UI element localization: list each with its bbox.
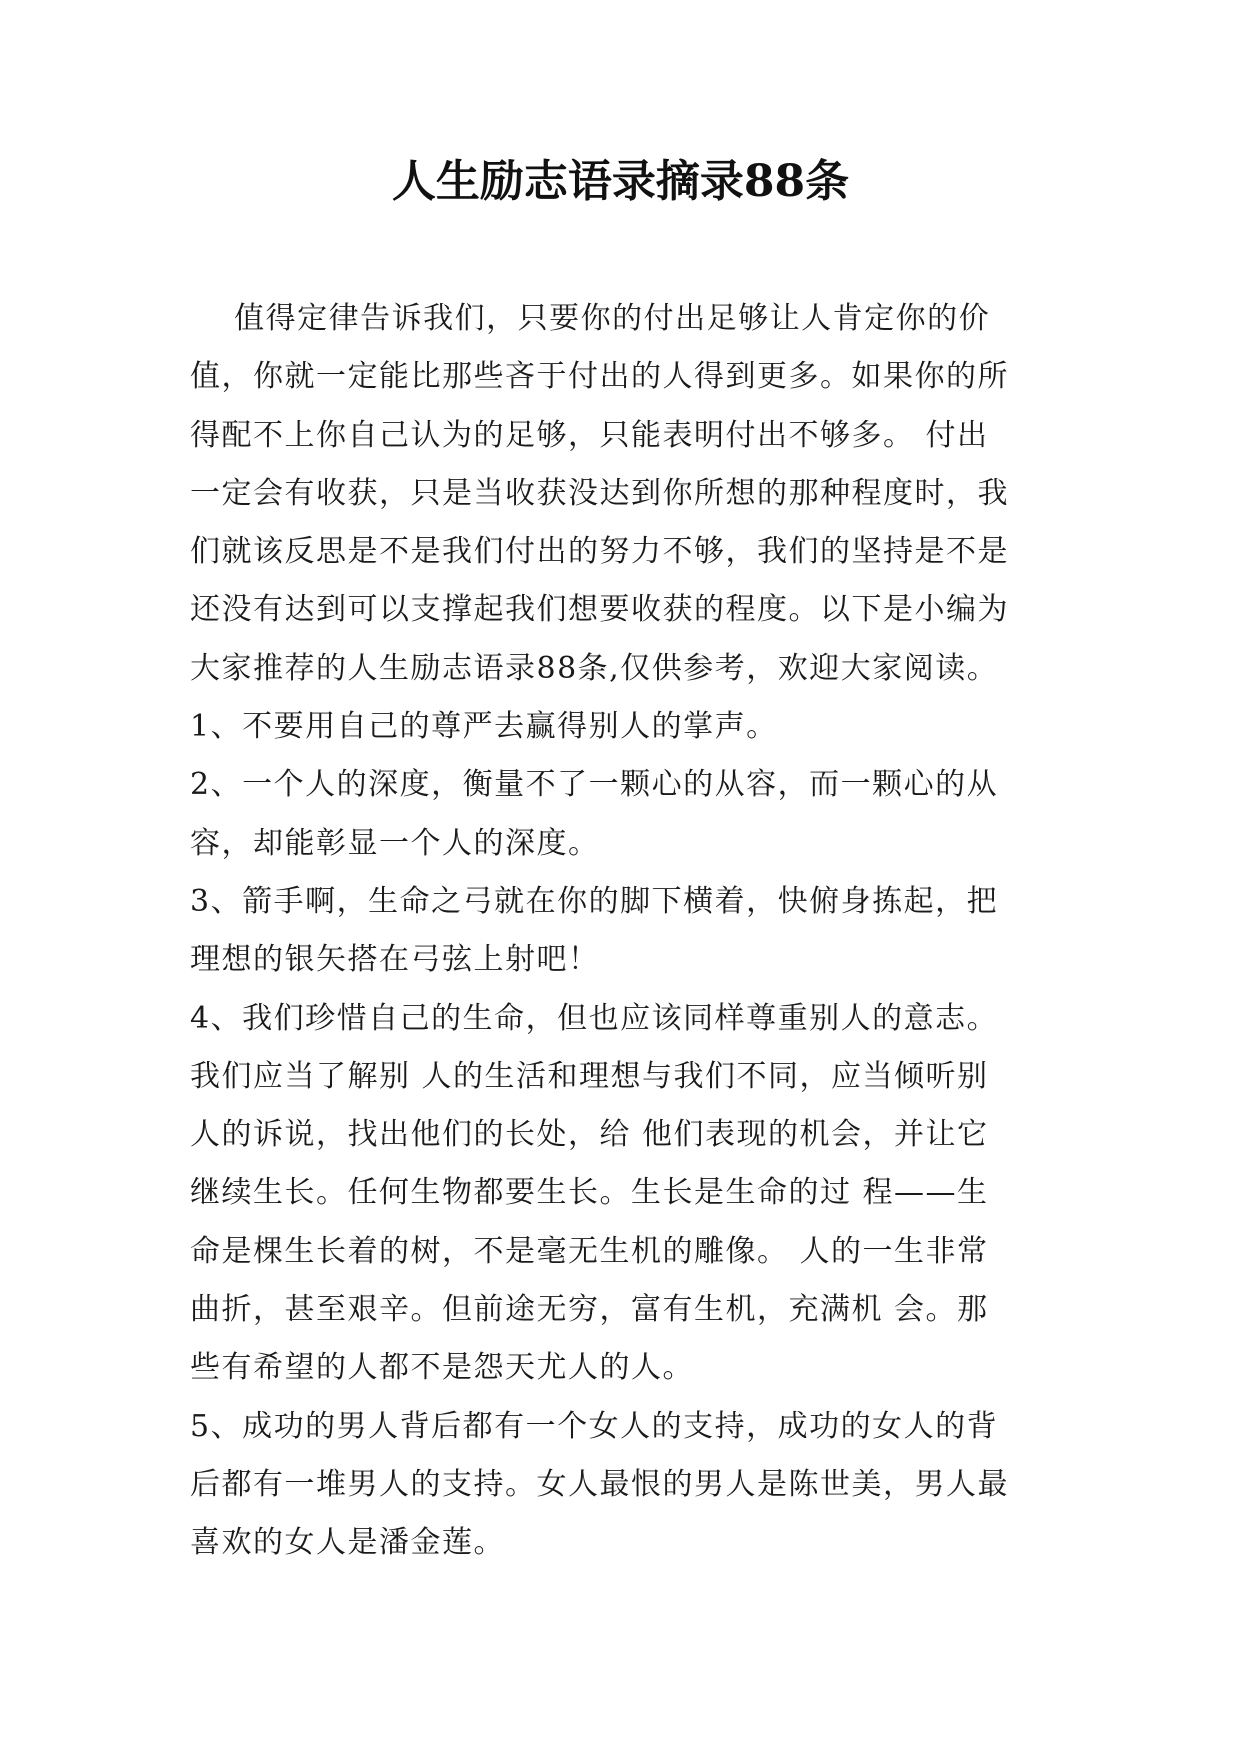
quote-item-4-cont: 人的诉说，找出他们的长处，给 他们表现的机会，并让它 [190, 1117, 989, 1153]
quote-item-2: 2、一个人的深度，衡量不了一颗心的从容，而一颗心的从 [190, 767, 999, 803]
document-title: 人生励志语录摘录88条 [391, 156, 850, 207]
paragraph-line: 大家推荐的人生励志语录88条,仅供参考，欢迎大家阅读。 [190, 650, 999, 686]
quote-item-4: 4、我们珍惜自己的生命，但也应该同样尊重别人的意志。 [190, 1000, 999, 1036]
quote-item-1: 1、不要用自己的尊严去赢得别人的掌声。 [190, 709, 778, 745]
paragraph-line: 值，你就一定能比那些吝于付出的人得到更多。如果你的所 [190, 359, 1009, 395]
paragraph-line: 得配不上你自己认为的足够，只能表明付出不够多。 付出 [190, 417, 989, 453]
quote-item-5-cont: 后都有一堆男人的支持。女人最恨的男人是陈世美，男人最 [190, 1466, 1009, 1502]
quote-item-4-cont: 继续生长。任何生物都要生长。生长是生命的过 程——生 [190, 1175, 989, 1211]
quote-item-5-cont: 喜欢的女人是潘金莲。 [190, 1525, 505, 1561]
quote-item-4-cont: 些有希望的人都不是怨天尤人的人。 [190, 1350, 694, 1386]
quote-item-3: 3、箭手啊，生命之弓就在你的脚下横着，快俯身拣起，把 [190, 883, 999, 919]
paragraph-line: 还没有达到可以支撑起我们想要收获的程度。以下是小编为 [190, 592, 1009, 628]
document-body [190, 290, 1060, 1573]
quote-item-2-cont: 容，却能彰显一个人的深度。 [190, 825, 600, 861]
quote-item-4-cont: 曲折，甚至艰辛。但前途无穷，富有生机，充满机 会。那 [190, 1292, 989, 1328]
quote-item-5: 5、成功的男人背后都有一个女人的支持，成功的女人的背 [190, 1408, 999, 1444]
paragraph-line: 值得定律告诉我们，只要你的付出足够让人肯定你的价 [190, 301, 991, 336]
paragraph-line: 们就该反思是不是我们付出的努力不够，我们的坚持是不是 [190, 534, 1009, 570]
quote-item-4-cont: 命是棵生长着的树，不是毫无生机的雕像。 人的一生非常 [190, 1233, 989, 1269]
quote-item-3-cont: 理想的银矢搭在弓弦上射吧！ [190, 942, 600, 978]
paragraph-line: 一定会有收获，只是当收获没达到你所想的那种程度时，我 [190, 475, 1009, 511]
quote-item-4-cont: 我们应当了解别 人的生活和理想与我们不同，应当倾听别 [190, 1058, 989, 1094]
